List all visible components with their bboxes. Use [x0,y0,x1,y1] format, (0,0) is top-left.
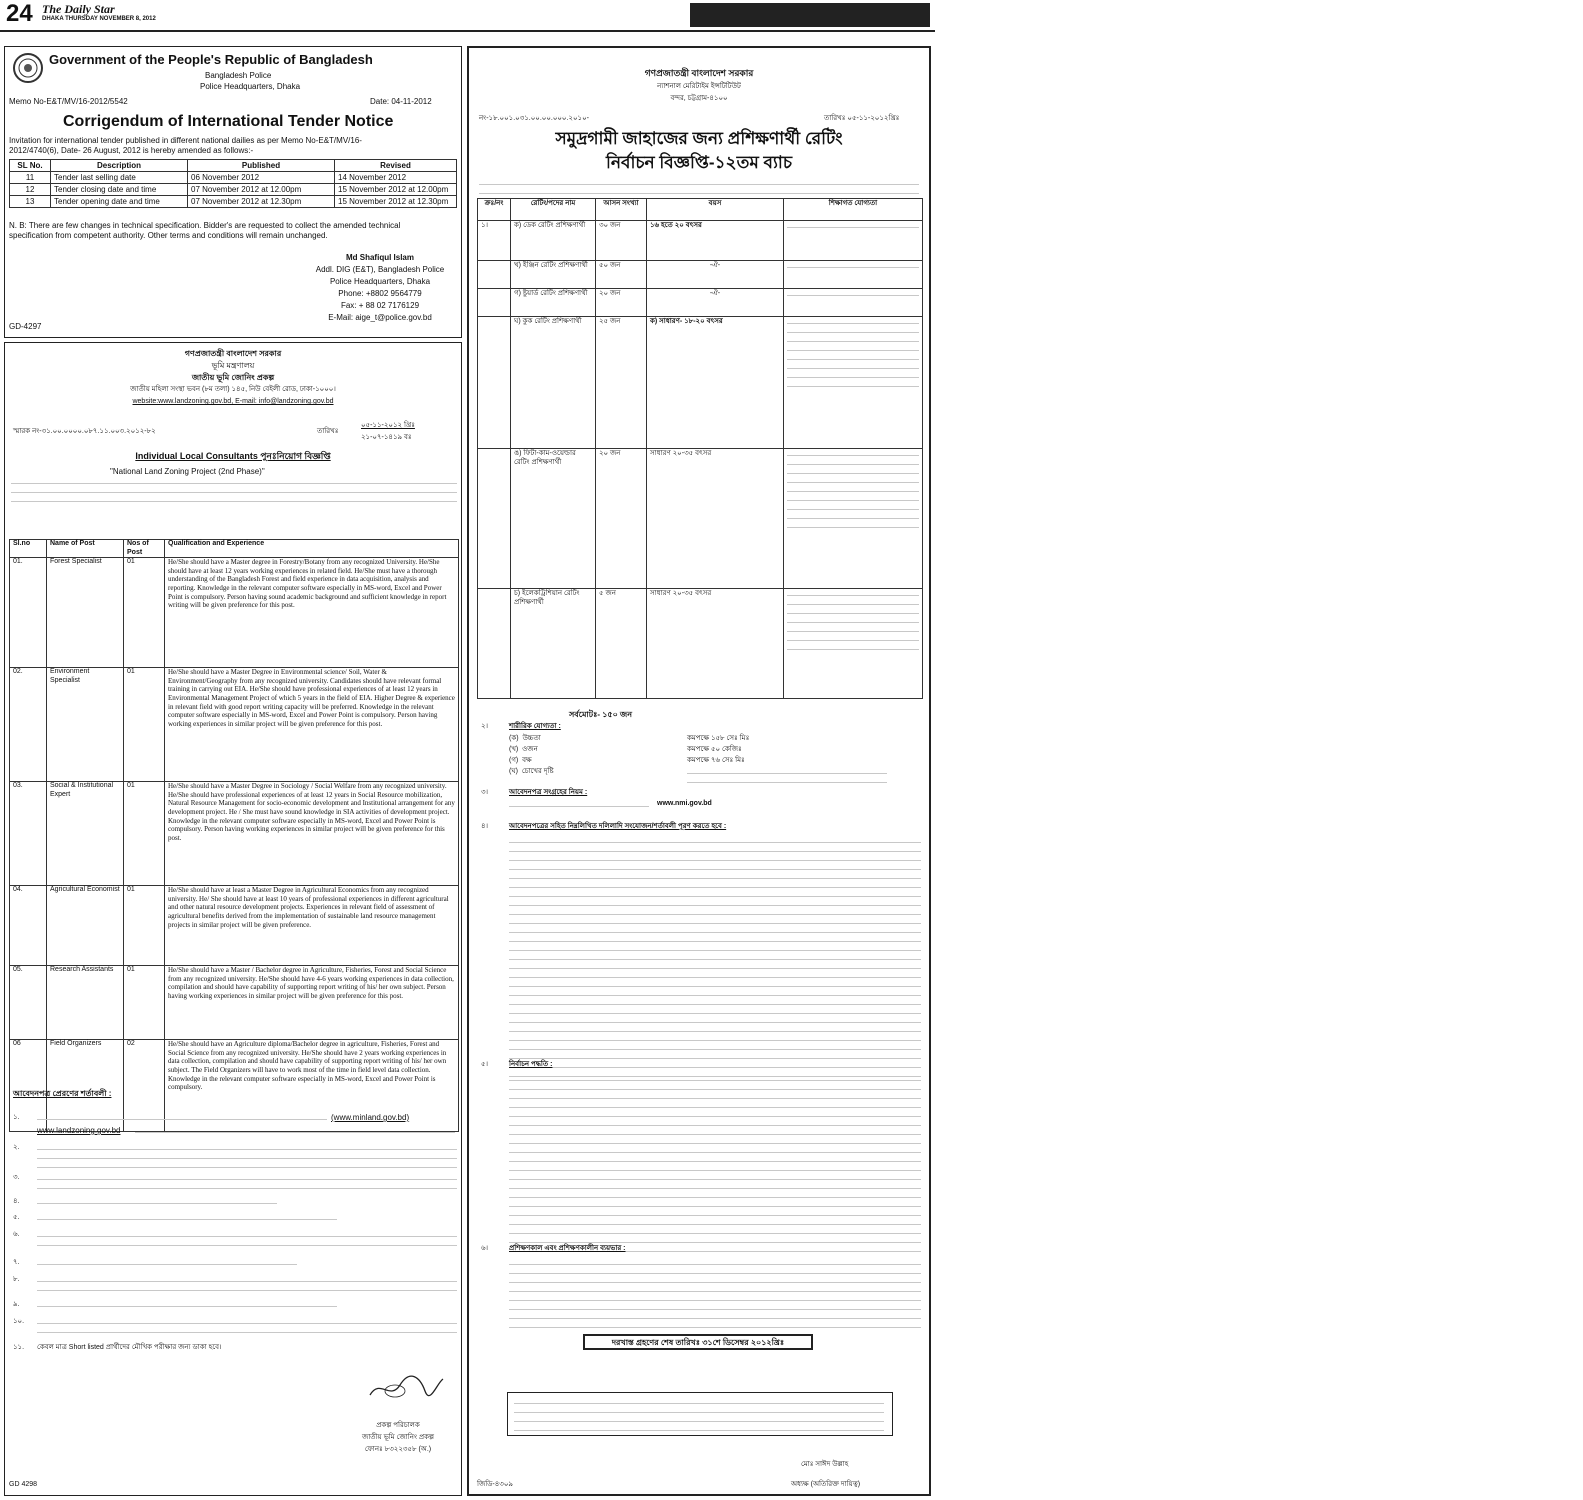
cond-text-9 [37,1300,337,1309]
sec4-text [509,836,921,1079]
warning-box [507,1392,893,1436]
table-row [478,317,923,449]
cell-age: ক) সাধারণ- ১৮-২০ বৎসর [647,317,784,449]
phys-item: চোখের দৃষ্টি [521,768,554,775]
cell-sl: 02. [10,668,47,782]
cell: 15 November 2012 at 12.30pm [335,196,457,208]
memo-number-bn: নং-১৮.০০১.০৩১.০০.০০.০০০.২০১০- [479,115,589,122]
cell-rating: ঙ) ফিটা-কাম-ওয়েল্ডার রেটিং প্রশিক্ষণার্থী [511,449,596,589]
date-greg: ০৫-১১-২০১২ খ্রিঃ [361,422,415,429]
cell-seats: ৫০ জন [596,261,647,289]
col-post: Name of Post [47,540,124,558]
section-banner [690,3,1583,29]
cond-text-2 [37,1143,457,1170]
cell-post: Forest Specialist [47,558,124,668]
signatory-title-bn: প্রকল্প পরিচালক [376,1422,420,1429]
cond-num-3: ৩. [13,1174,20,1181]
cell-post: Environment Specialist [47,668,124,782]
cond-url-minland: (www.minland.gov.bd) [331,1113,410,1122]
memo-number-bn: স্মারক নং-৩১.০০.০০০০.০৮৭.১১.০০৩.২০১২-৮২ [13,428,156,435]
phys-row [509,767,554,776]
cell-qualification: He/She should have an Agriculture diploma/Bachelor degree in agriculture, Fisheries, Forest and Social Science from any recognized university. He/She should have 2 years working experiences in data collection, compilation and should have capability of supporting report writing of his/ her own subject. The Field Organizers will have to work most of the time in field level data collection. Knowledge in the relevant computer software especially in MS-word, Excel and Power Point is compulsory. [165,1040,459,1132]
gov-title-bn: গণপ্রজাতন্ত্রী বাংলাদেশ সরকার [184,349,282,358]
cell-education [784,317,923,449]
cell-qualification: He/She should have at least a Master Degree in Agricultural Economics from any recognized university. He/ She should have at least 10 years of professional experiences in different agricultural and other natural resource development projects. Experiences in relevant field of assessment of agricultural benefits derived from the implementation of sustainable land resource management projects in similar project will be given preference. [165,886,459,966]
consultant-table [9,539,459,1132]
cond-num-4: ৪. [13,1198,20,1205]
phys-value: কমপক্ষে ৭৬ সেঃ মিঃ [687,757,745,764]
cell-qualification: He/She should have a Master / Bachelor degree in Agriculture, Fisheries, Forest and Social Science from any recognized university. He/She should have 4-6 years working experiences in data collection, compilation and should have capability of supporting report writing of his/ her own subject. Person having working experiences in similar project will be given preference for this post. [165,966,459,1040]
cell-sl: 01. [10,558,47,668]
cell: 12 [10,184,51,196]
cell-seats: ২০ জন [596,449,647,589]
phys-row [509,756,532,765]
notice-title: Corrigendum of International Tender Notice [63,113,394,130]
cell-rating: গ) ষ্টুয়ার্ড রেটিং প্রশিক্ষণার্থী [511,289,596,317]
sec4-title: আবেদনপত্রের সহিত নিম্নলিখিত দলিলাদি সংযোজন/শর্তাবলী পূরণ করতে হবে : [509,823,727,830]
page-number: 24 [6,0,33,27]
sec4-num: ৪। [481,823,489,830]
phys-value: কমপক্ষে ১৫৮ সেঃ মিঃ [687,735,750,742]
cond-text-1b [135,1126,455,1135]
cell: Tender closing date and time [51,184,188,196]
cell-serial [478,261,511,289]
cell-seats: ২৫ জন [596,317,647,449]
cell: 13 [10,196,51,208]
cell-age: সাধারণ ২০-৩৫ বৎসর [647,449,784,589]
cell-serial: ১। [478,221,511,261]
cell-sl: 03. [10,782,47,886]
institute-bn: ন্যাশনাল মেরিটাইম ইন্সটিটিউট [657,83,741,90]
cond-text-7 [37,1258,297,1267]
signatory-phone-bn: ফোনঃ ৮৩২২৩৫৮ (অ.) [364,1446,432,1453]
cell-serial [478,317,511,449]
cell-seats: ২০ জন [596,289,647,317]
cell-qualification: He/She should have a Master degree in Forestry/Botany from any recognized University. He/She should have at least 12 years working experiences in related field. He/She must have a thorough understanding of the Bangladesh Forest and field experience in data acquisition, analysis and reporting. Knowledge in the relevant computer software especially in MS-word, Excel and Power Point is compulsory. Person having sound academic background and sufficient knowledge in report writing will be given preference for this post. [165,558,459,668]
cell-nos: 01 [124,966,165,1040]
cell-qualification: He/She should have a Master Degree in Sociology / Social Welfare from any recognized university. He/She should have professional experiences of at least 12 years in Social Resource mobilization, Natural Resource Management for socio-economic development and Institutional arrangement for any development project. He / She must have sound knowledge in SIA activities of development project. Knowledge in the relevant computer software especially in MS-word, Excel and Power Point is compulsory. Person having working experiences in similar project will be given preference for this post. [165,782,459,886]
cond-text-6 [37,1230,457,1248]
deadline-box [583,1334,813,1350]
cell-nos: 01 [124,886,165,966]
signature-image [365,1373,445,1403]
ad-code: GD-4297 [9,322,42,331]
col-description: Description [51,160,188,172]
date-label-bn: তারিখঃ [317,428,339,435]
cell: Tender opening date and time [51,196,188,208]
ad-code: জিডি-৪৩০৯ [477,1481,513,1488]
rating-table [477,198,923,699]
cell: Tender last selling date [51,172,188,184]
cell-education [784,589,923,699]
table-row [10,966,459,1040]
table-header-row [478,199,923,221]
cond-text-11: কেবল মাত্র Short listed প্রার্থীদের মৌখিক পরীক্ষার জন্য ডাকা হবে। [37,1344,222,1351]
memo-number: Memo No-E&T/MV/16-2012/5542 [9,97,128,106]
col-seats: আসন সংখ্যা [596,199,647,221]
table-row [478,289,923,317]
col-sl: Sl.no [10,540,47,558]
institute-address-bn: বন্দর, চট্টগ্রাম-৪১০০ [670,95,728,102]
corrigendum-ad [4,46,462,338]
notice-title-2: নির্বাচন বিজ্ঞপ্তি-১২তম ব্যাচ [605,153,793,172]
note-line-1: N. B: There are few changes in technical specification. Bidder's are requested to collect the amended technical [9,221,401,230]
land-zoning-ad [4,342,462,1496]
cond-text-8 [37,1275,457,1293]
cell-post: Field Organizers [47,1040,124,1132]
cell-age: সাধারণ ২০-৩৫ বৎসর [647,589,784,699]
warning-text [514,1397,884,1433]
sec3-num: ৩। [481,789,489,796]
col-qualification: Qualification and Experience [165,540,459,558]
sec6-title: প্রশিক্ষণকাল এবং প্রশিক্ষণকালীন ব্যয়ভার : [509,1245,626,1252]
conditions-title: আবেদনপত্র প্রেরণের শর্তাবলী : [13,1089,112,1098]
cell-sl: 06 [10,1040,47,1132]
issue-date: DHAKA THURSDAY NOVEMBER 8, 2012 [42,16,156,22]
cell-education [784,261,923,289]
newspaper-name: The Daily Star [42,2,115,16]
intro-paragraph [11,477,457,504]
ad-code: GD 4298 [9,1481,38,1488]
sec5-text [509,1074,921,1254]
table-row [10,196,457,208]
phys-label: (ঘ) [509,768,518,775]
date-bangla: ২১-০৭-১৪১৯ বঃ [361,434,412,441]
cell: 07 November 2012 at 12.00pm [188,184,335,196]
cond-num-7: ৭. [13,1259,20,1266]
intro-project-name: "National Land Zoning Project (2nd Phase)" [110,467,265,476]
cond-num-8: ৮. [13,1276,20,1283]
phys-row [509,734,541,743]
cell-education [784,449,923,589]
cond-num-2: ২. [13,1144,20,1151]
cell-qualification: He/She should have a Master Degree in Environmental science/ Soil, Water & Environment/Geography from any recognized university. Candidates should have relevant formal training in carrying out EIA. He/She should have professional experiences of at least 12 years in Environmental Management Project of which 5 years in the field of EIA. Higher Degree & experience in relevant field with good report writing capacity will be preferred. Knowledge in the relevant computer software especially in MS-word, Excel and Power Point is compulsory. Person having working experiences in similar project will be given preference for this post. [165,668,459,782]
phys-label: (গ) [509,757,519,764]
phys-row [509,745,538,754]
memo-date: Date: 04-11-2012 [370,97,432,106]
cell-nos: 02 [124,1040,165,1132]
cond-num-9: ৯. [13,1301,20,1308]
col-education: শিক্ষাগত যোগ্যতা [784,199,923,221]
signatory-email: E-Mail: aige_t@police.gov.bd [328,313,432,322]
cell: 15 November 2012 at 12.00pm [335,184,457,196]
sec6-num: ৬। [481,1245,489,1252]
project-bn: জাতীয় ভূমি জোনিং প্রকল্প [191,373,275,382]
cell-seats: ৩০ জন [596,221,647,261]
intro-line-2: 2012/4740(6), Date- 26 August, 2012 is hereby amended as follows:- [9,146,254,155]
sec3-text [509,800,649,809]
sec2-title: শারীরিক যোগ্যতা : [509,723,561,730]
col-revised: Revised [335,160,457,172]
notice-title-1: সমুদ্রগামী জাহাজের জন্য প্রশিক্ষণার্থী রেটিং [555,129,843,148]
cell-age: -ঐ- [647,289,784,317]
cond-text-1 [37,1113,327,1122]
cell-age: -ঐ- [647,261,784,289]
section-title: ADVERTISEMENT [1388,4,1583,29]
sec2-num: ২। [481,723,489,730]
cell-rating: ক) ডেক রেটিং প্রশিক্ষণার্থী [511,221,596,261]
signatory-name: Md Shafiqul Islam [345,253,414,262]
cell: 07 November 2012 at 12.30pm [188,196,335,208]
maritime-ad [467,46,931,1496]
cond-text-3 [37,1173,457,1191]
cond-num-6: ৬. [13,1231,20,1238]
table-row [10,782,459,886]
cell-serial [478,589,511,699]
col-published: Published [188,160,335,172]
website-line: website:www.landzoning.gov.bd, E-mail: info@landzoning.gov.bd [132,398,334,405]
table-row [10,184,457,196]
cell-nos: 01 [124,782,165,886]
cond-url-landzoning: www.landzoning.gov.bd [37,1126,121,1135]
cell-serial [478,289,511,317]
hq-name: Police Headquarters, Dhaka [200,82,301,91]
org-name: Bangladesh Police [205,71,272,80]
address-bn: জাতীয় মহিলা সংস্থা ভবন (৮ম তলা) ১৪৫, নিউ বেইলী রোড, ঢাকা-১০০০। [130,386,336,393]
signatory-name-bn: মোঃ সাঈদ উল্লাহ [801,1461,849,1468]
notice-title: Individual Local Consultants পুনঃনিয়োগ বিজ্ঞপ্তি [135,451,331,461]
cell-education [784,221,923,261]
sec6-text [509,1258,921,1330]
table-row [10,668,459,782]
note-line-2: specification from competent authority. Other terms and conditions will remain unchanged. [9,231,328,240]
cell-sl: 04. [10,886,47,966]
phys-item: উচ্চতা [522,735,541,742]
cell-serial [478,449,511,589]
cell-age: ১৬ হতে ২০ বৎসর [647,221,784,261]
col-sl: SL No. [10,160,51,172]
total-seats: সর্বমোটঃ- ১৫০ জন [569,710,632,719]
ministry-bn: ভূমি মন্ত্রণালয় [211,361,255,370]
cond-text-10 [37,1317,457,1335]
cond-num-5: ৫. [13,1214,20,1221]
sec5-title: নির্বাচন পদ্ধতি : [509,1061,553,1068]
signatory-office: Police Headquarters, Dhaka [329,277,431,286]
phys-value: কমপক্ষে ৫০ কেজিঃ [687,746,742,753]
phys-item: ওজন [522,746,538,753]
signatory-fax: Fax: + 88 02 7176129 [340,301,420,310]
tender-table [9,159,457,208]
cell-rating: ঘ) কুক রেটিং প্রশিক্ষণার্থী [511,317,596,449]
intro-paragraph [479,178,919,196]
newspaper-header [0,0,1583,32]
cell-sl: 05. [10,966,47,1040]
signatory-phone: Phone: +8802 9564779 [338,289,422,298]
cell-post: Social & Institutional Expert [47,782,124,886]
government-seal-icon [13,53,43,83]
cell-education [784,289,923,317]
deadline-text: দরখাস্ত গ্রহণের শেষ তারিখঃ ৩১শে ডিসেম্বর ২০১২খ্রিঃ [611,1338,785,1347]
cond-text-4 [37,1197,277,1206]
cond-num-10: ১০. [13,1318,25,1325]
cell-seats: ৫ জন [596,589,647,699]
table-header-row [10,540,459,558]
col-age: বয়স [647,199,784,221]
cell-post: Agricultural Economist [47,886,124,966]
cell-post: Research Assistants [47,966,124,1040]
vision-text [687,767,887,785]
cond-text-5 [37,1213,337,1222]
table-row [478,221,923,261]
cell: 06 November 2012 [188,172,335,184]
col-rating: রেটিং/পদের নাম [511,199,596,221]
table-row [10,172,457,184]
cell-rating: চ) ইলেকট্রিশিয়ান রেটিং প্রশিক্ষণার্থী [511,589,596,699]
sec5-num: ৫। [481,1061,489,1068]
memo-date-bn: তারিখঃ ০৫-১১-২০১২খ্রিঃ [824,115,900,122]
table-row [478,589,923,699]
phys-item: বক্ষ [522,757,532,764]
table-header-row [10,160,457,172]
col-serial: ক্রঃ/নং [478,199,511,221]
signatory-title: Addl. DIG (E&T), Bangladesh Police [315,265,445,274]
gov-title-bn: গণপ্রজাতন্ত্রী বাংলাদেশ সরকার [644,68,754,78]
table-row [10,886,459,966]
sec3-title: আবেদনপত্র সংগ্রহের নিয়ম : [509,789,588,796]
cell: 14 November 2012 [335,172,457,184]
cell-nos: 01 [124,558,165,668]
gov-title: Government of the People's Republic of Bangladesh [49,52,373,67]
intro-line-1: Invitation for international tender published in different national dailies as per Memo No-E&T/MV/16- [9,136,362,145]
cell-nos: 01 [124,668,165,782]
table-row [10,558,459,668]
cell: 11 [10,172,51,184]
phys-label: (ক) [509,735,519,742]
cell-rating: খ) ইঞ্জিন রেটিং প্রশিক্ষণার্থী [511,261,596,289]
table-row [478,449,923,589]
cond-num-11: ১১. [13,1344,25,1351]
table-row [478,261,923,289]
apply-website: www.nmi.gov.bd [657,800,712,807]
col-nos: Nos of Post [124,540,165,558]
signatory-project-bn: জাতীয় ভূমি জোনিং প্রকল্প [361,1434,435,1441]
signatory-title-bn: অধ্যক্ষ (অতিরিক্ত দায়িত্ব) [791,1481,861,1488]
phys-label: (খ) [509,746,519,753]
cond-num-1: ১. [13,1114,20,1121]
